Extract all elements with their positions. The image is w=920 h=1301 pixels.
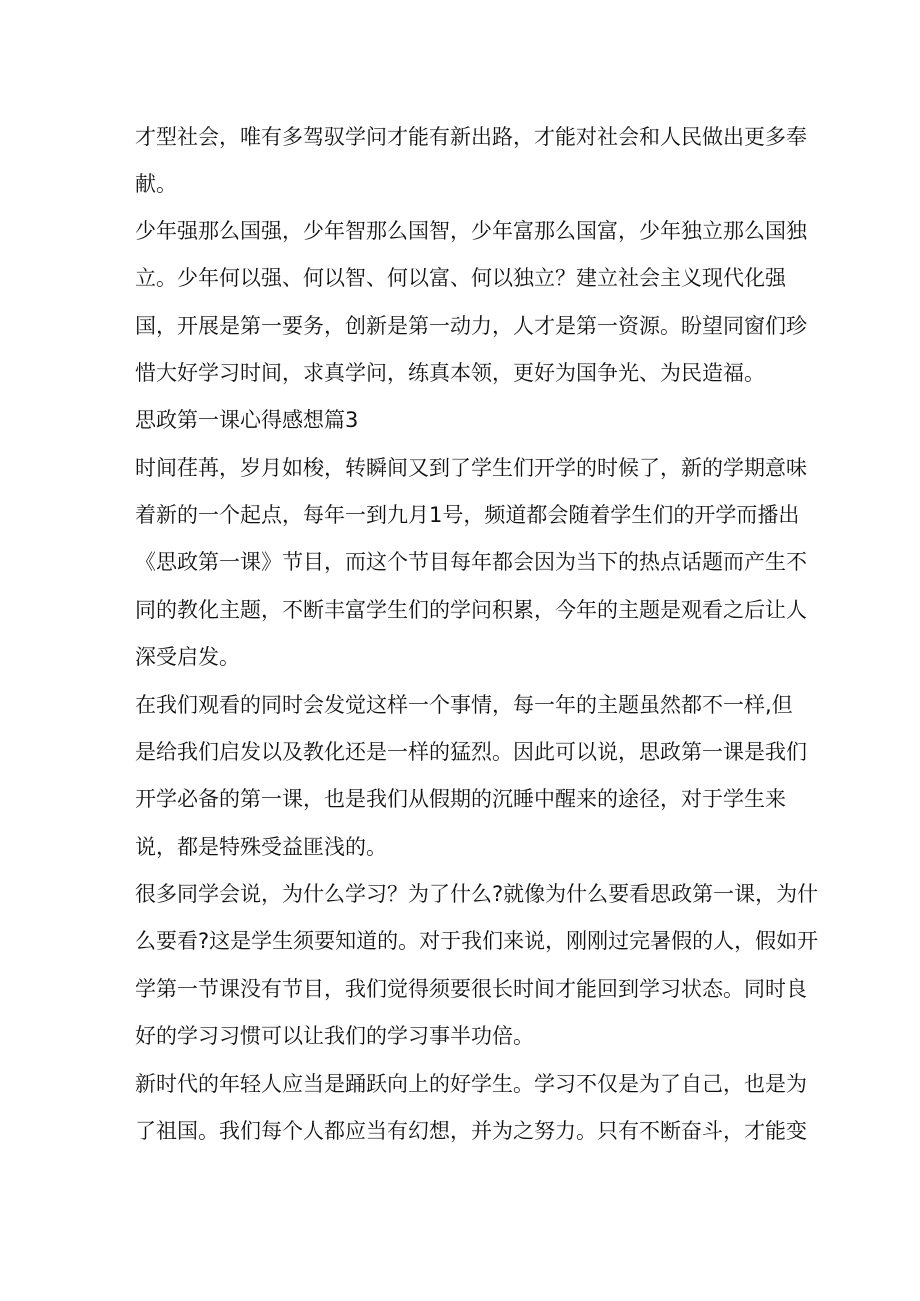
text-line: 是给我们启发以及教化还是一样的猛烈。因此可以说，思政第一课是我们	[135, 740, 807, 764]
text-line: 开学必备的第一课，也是我们从假期的沉睡中醒来的途径，对于学生来	[135, 787, 786, 811]
text-line: 《思政第一课》节目，而这个节目每年都会因为当下的热点话题而产生不	[135, 550, 807, 574]
text-line: 国，开展是第一要务，创新是第一动力，人才是第一资源。盼望同窗们珍	[135, 314, 807, 338]
text-line: 在我们观看的同时会发觉这样一个事情，每一年的主题虽然都不一样,但	[135, 693, 793, 717]
text-line: 同的教化主题，不断丰富学生们的学问积累，今年的主题是观看之后让人	[135, 598, 807, 622]
text-line: 立。少年何以强、何以智、何以富、何以独立？建立社会主义现代化强	[135, 266, 786, 290]
text-line: 了祖国。我们每个人都应当有幻想，并为之努力。只有不断奋斗，才能变	[135, 1119, 807, 1143]
text-line: 么要看?这是学生须要知道的。对于我们来说，刚刚过完暑假的人，假如开	[135, 929, 819, 953]
text-line: 着新的一个起点，每年一到九月1号，频道都会随着学生们的开学而播出	[135, 503, 800, 527]
text-line: 好的学习习惯可以让我们的学习事半功倍。	[135, 1024, 534, 1048]
text-line: 惜大好学习时间，求真学问，练真本领，更好为国争光、为民造福。	[135, 361, 765, 385]
text-line: 深受启发。	[135, 645, 240, 669]
text-line: 才型社会，唯有多驾驭学问才能有新出路，才能对社会和人民做出更多奉	[135, 125, 807, 149]
text-line: 说，都是特殊受益匪浅的。	[135, 835, 387, 859]
text-line: 很多同学会说，为什么学习？为了什么?就像为什么要看思政第一课，为什	[135, 882, 819, 906]
text-line: 时间荏苒，岁月如梭，转瞬间又到了学生们开学的时候了，新的学期意味	[135, 456, 807, 480]
section-heading: 思政第一课心得感想篇3	[135, 408, 359, 432]
text-line: 新时代的年轻人应当是踊跃向上的好学生。学习不仅是为了自己，也是为	[135, 1072, 807, 1096]
text-line: 献。	[135, 172, 177, 196]
text-line: 学第一节课没有节目，我们觉得须要很长时间才能回到学习状态。同时良	[135, 977, 807, 1001]
text-line: 少年强那么国强，少年智那么国智，少年富那么国富，少年独立那么国独	[135, 219, 807, 243]
